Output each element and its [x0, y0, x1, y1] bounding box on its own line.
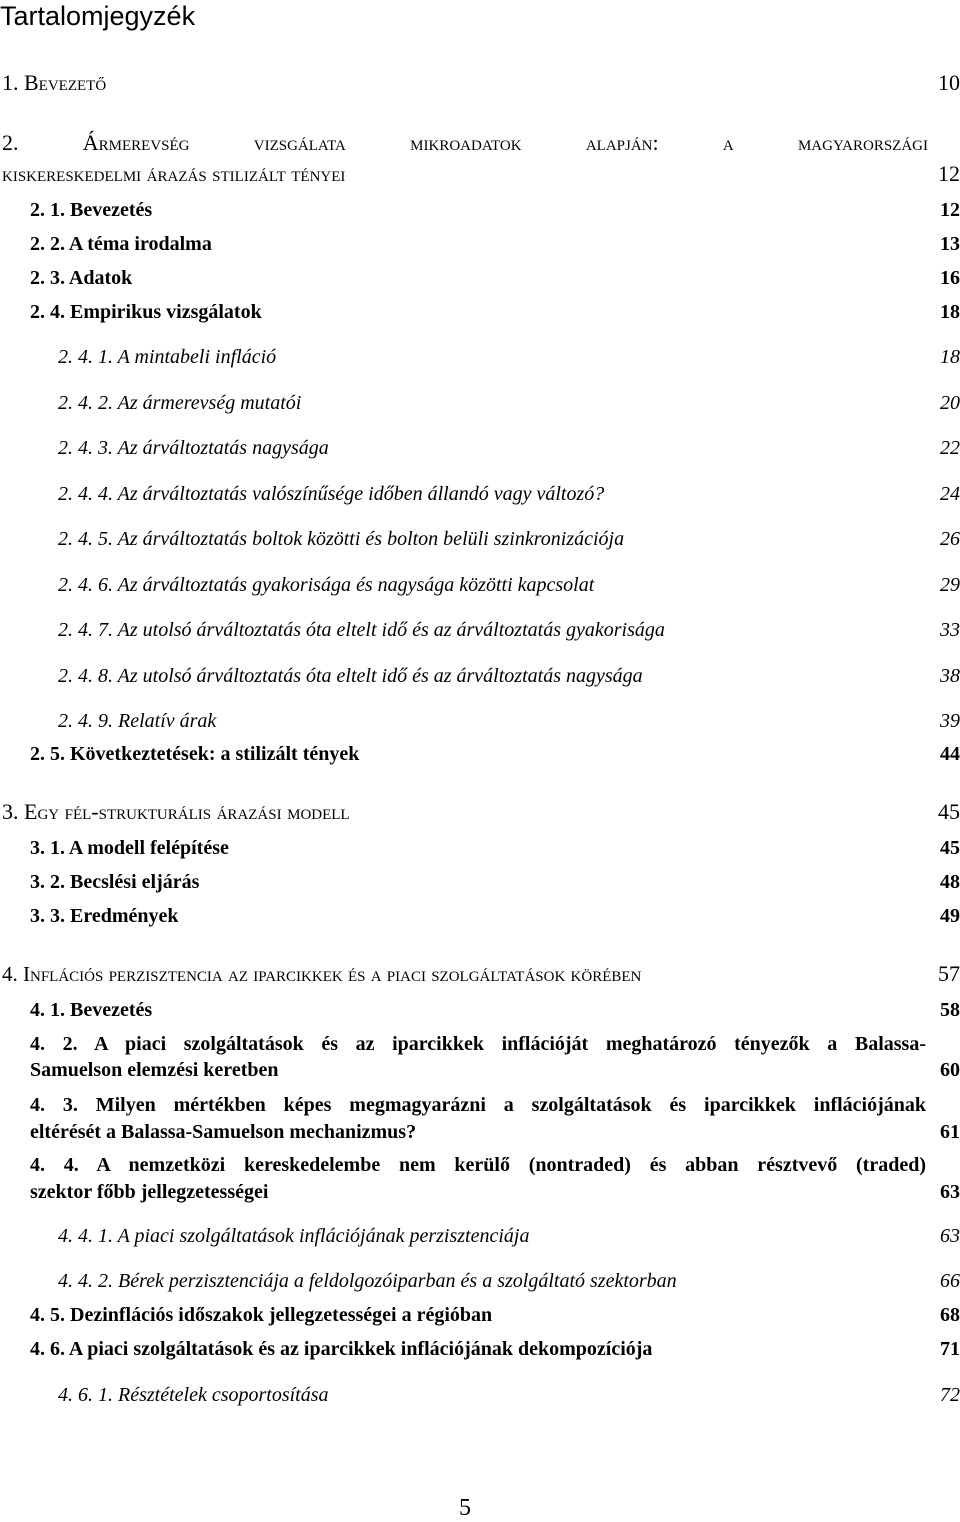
- toc-entry-text: 2. 4. 3. Az árváltoztatás nagysága: [58, 437, 329, 459]
- toc-entry-text: 4. 5. Dezinflációs időszakok jellegzetességei a régióban: [30, 1304, 493, 1326]
- toc-page-number: 63: [940, 1181, 960, 1203]
- toc-page-number: 18: [940, 346, 960, 368]
- toc-entry-text: 4. 1. Bevezetés: [30, 999, 153, 1021]
- toc-entry-text: 2. 1. Bevezetés: [30, 199, 153, 221]
- toc-page-number: 58: [940, 999, 960, 1021]
- toc-entry-text: 2. 3. Adatok: [30, 267, 133, 289]
- toc-page-number: 61: [940, 1121, 960, 1143]
- toc-page-number: 48: [940, 871, 960, 893]
- toc-section-4-2-line1[interactable]: 4. 2. A piaci szolgáltatások és az iparcikkek inflációját meghatározó tényezők a Balassa-: [30, 1033, 926, 1055]
- toc-page-number: 13: [940, 233, 960, 255]
- toc-page-number: 63: [940, 1225, 960, 1247]
- toc-page-number: 66: [940, 1270, 960, 1292]
- toc-entry-text: 4. 4. 2. Bérek perzisztenciája a feldolgozóiparban és a szolgáltató szektorban: [58, 1270, 677, 1292]
- toc-entry-text: 4. Inflációs perzisztencia az iparcikkek és a piaci szolgáltatások körében: [2, 962, 642, 986]
- toc-page-number: 57: [938, 961, 960, 986]
- toc-entry-text: 2. 5. Következtetések: a stilizált tények: [30, 743, 360, 765]
- toc-page-number: 20: [940, 392, 960, 414]
- toc-page-number: 10: [938, 70, 960, 95]
- toc-page-number: 12: [938, 161, 960, 186]
- toc-section-4-4-line1[interactable]: 4. 4. A nemzetközi kereskedelembe nem kerülő (nontraded) és abban résztvevő (traded): [30, 1154, 926, 1176]
- toc-page-number: 68: [940, 1304, 960, 1326]
- toc-page-number: 44: [940, 743, 960, 765]
- toc-entry-text: 4. 6. A piaci szolgáltatások és az iparcikkek inflációjának dekompozíciója: [30, 1338, 653, 1360]
- toc-page-number: 24: [940, 483, 960, 505]
- toc-entry-text: 2. 4. 5. Az árváltoztatás boltok közötti és bolton belüli szinkronizációja: [58, 528, 625, 550]
- toc-page-number: 29: [940, 574, 960, 596]
- toc-page-number: 39: [940, 710, 960, 732]
- toc-entry-text: 1. Bevezető: [2, 70, 107, 95]
- toc-entry-text: 2. 2. A téma irodalma: [30, 233, 212, 255]
- toc-entry-text: 3. Egy fél-strukturális árazási modell: [2, 799, 350, 824]
- toc-page-number: 22: [940, 437, 960, 459]
- toc-entry-text: 2. 4. 2. Az ármerevség mutatói: [58, 392, 302, 414]
- toc-entry-text: 3. 2. Becslési eljárás: [30, 871, 200, 893]
- toc-entry-text: 2. 4. 9. Relatív árak: [58, 710, 217, 732]
- toc-entry-text: 2. 4. 1. A mintabeli infláció: [58, 346, 277, 368]
- toc-page-number: 33: [940, 619, 960, 641]
- toc-entry-text: 2. 4. 7. Az utolsó árváltoztatás óta eltelt idő és az árváltoztatás gyakorisága: [58, 619, 665, 641]
- toc-entry-text: kiskereskedelmi árazás stilizált tényei: [2, 161, 346, 186]
- toc-entry-text: 2. 4. 4. Az árváltoztatás valószínűsége időben állandó vagy változó?: [58, 483, 605, 505]
- toc-page-number: 18: [940, 301, 960, 323]
- toc-entry-text: szektor főbb jellegzetességei: [30, 1181, 269, 1203]
- toc-entry-text: 4. 6. 1. Résztételek csoportosítása: [58, 1384, 329, 1406]
- toc-page-number: 45: [940, 837, 960, 859]
- toc-entry-text: 2. 4. 8. Az utolsó árváltoztatás óta eltelt idő és az árváltoztatás nagysága: [58, 665, 643, 687]
- toc-page-number: 71: [940, 1338, 960, 1360]
- page-number: 5: [459, 1495, 471, 1521]
- toc-entry-text: 3. 1. A modell felépítése: [30, 837, 229, 859]
- toc-page-number: 49: [940, 905, 960, 927]
- toc-entry-text: 2. 4. 6. Az árváltoztatás gyakorisága és nagysága közötti kapcsolat: [58, 574, 595, 596]
- toc-section-4-3-line1[interactable]: 4. 3. Milyen mértékben képes megmagyarázni a szolgáltatások és iparcikkek inflációjának: [30, 1094, 926, 1116]
- toc-entry-text: 4. 4. 1. A piaci szolgáltatások inflációjának perzisztenciája: [58, 1225, 530, 1247]
- toc-page-number: 60: [940, 1059, 960, 1081]
- toc-page-number: 72: [940, 1384, 960, 1406]
- toc-entry-text: eltérését a Balassa-Samuelson mechanizmus?: [30, 1121, 417, 1143]
- toc-page-number: 16: [940, 267, 960, 289]
- toc-page-number: 12: [940, 199, 960, 221]
- toc-page-number: 45: [938, 799, 960, 824]
- toc-chapter-2-line1[interactable]: 2. Ármerevség vizsgálata mikroadatok alapján: a magyarországi: [2, 130, 928, 155]
- toc-title: Tartalomjegyzék: [0, 1, 196, 31]
- toc-page-number: 38: [940, 665, 960, 687]
- toc-entry-text: Samuelson elemzési keretben: [30, 1059, 279, 1081]
- toc-entry-text: 2. 4. Empirikus vizsgálatok: [30, 301, 262, 323]
- toc-entry-text: 3. 3. Eredmények: [30, 905, 179, 927]
- toc-page-number: 26: [940, 528, 960, 550]
